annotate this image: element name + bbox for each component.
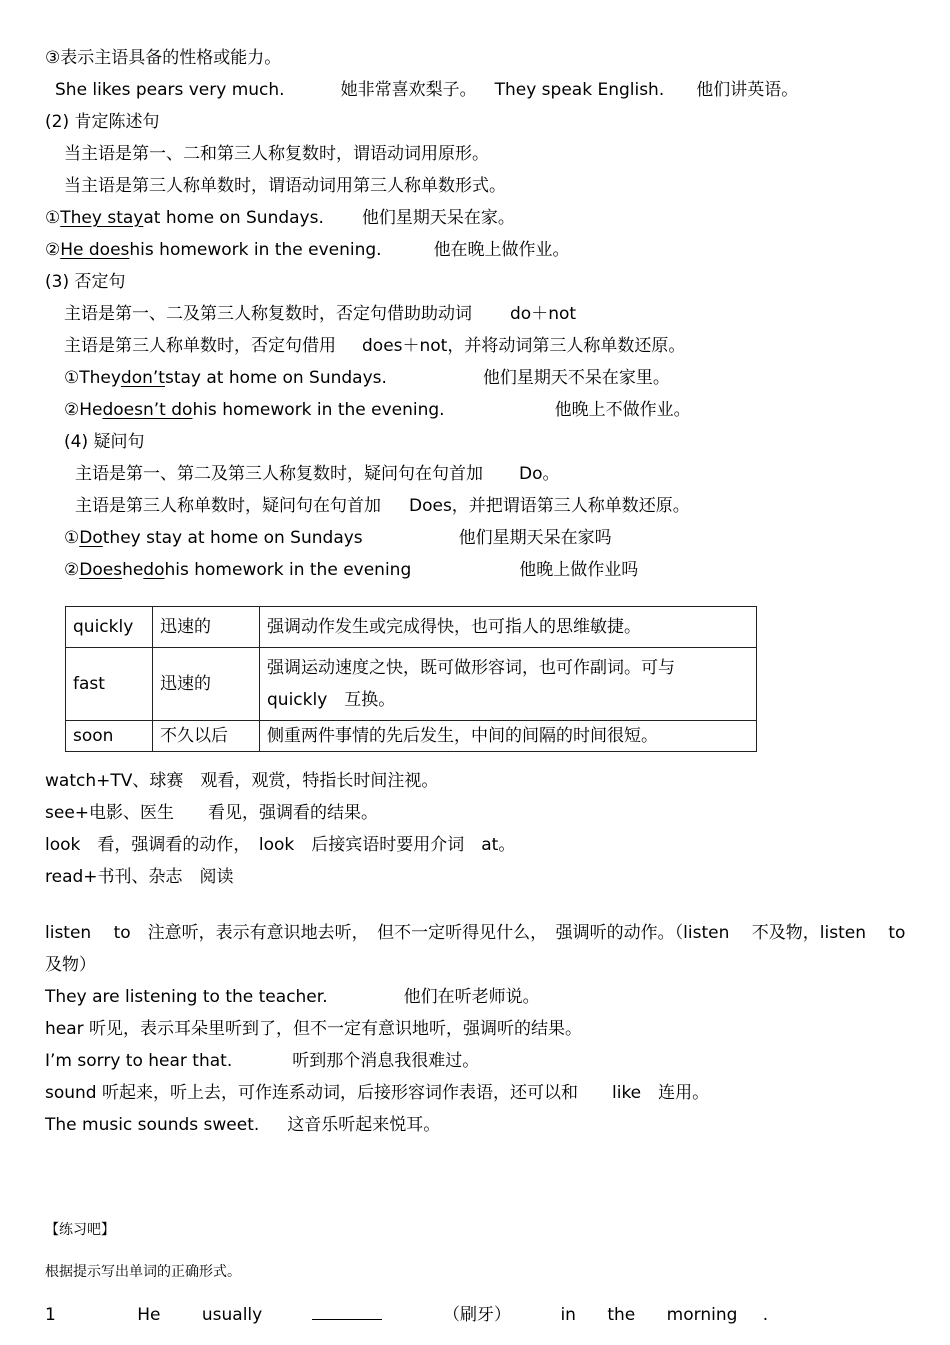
example-sentence: ①Theydon’tstay at home on Sundays. 他们星期天不呆在家里。 xyxy=(64,368,670,388)
text-line: watch+TV、球赛 观看，观赏，特指长时间注视。 xyxy=(45,771,439,791)
text-line: 主语是第一、二及第三人称复数时，否定句借助助动词 do＋not xyxy=(64,304,577,324)
section-heading: (3) 否定句 xyxy=(45,272,126,292)
text-line: She likes pears very much. 她非常喜欢梨子。 They speak English. 他们讲英语。 xyxy=(55,80,799,100)
section-heading: (4) 疑问句 xyxy=(64,432,145,452)
comparison-table xyxy=(65,606,757,752)
example-sentence: ①They stayat home on Sundays. 他们星期天呆在家。 xyxy=(45,208,515,228)
text-line: sound 听起来，听上去，可作连系动词，后接形容词作表语，还可以和 like 连用。 xyxy=(45,1083,710,1103)
table-cell-meaning: 迅速的 xyxy=(153,648,260,721)
text-line: 主语是第一、第二及第三人称复数时，疑问句在句首加 Do。 xyxy=(75,464,560,484)
section-heading: (2) 肯定陈述句 xyxy=(45,112,160,132)
example-sentence: ①Dothey stay at home on Sundays 他们星期天呆在家吗 xyxy=(64,528,612,548)
table-cell-word: fast xyxy=(66,648,153,721)
exercise-title: 【练习吧】 xyxy=(45,1222,115,1238)
text-line: 及物） xyxy=(45,955,96,975)
text-line: read+书刊、杂志 阅读 xyxy=(45,867,234,887)
text-line: hear 听见，表示耳朵里听到了，但不一定有意识地听，强调听的结果。 xyxy=(45,1019,583,1039)
text-line: 当主语是第一、二和第三人称复数时，谓语动词用原形。 xyxy=(64,144,489,164)
exercise-item: 1 He usually （刷牙） in the morning . xyxy=(45,1305,769,1325)
table-cell-word: quickly xyxy=(66,607,153,648)
note-line: quickly 互换。 xyxy=(267,690,396,710)
text-line: 当主语是第三人称单数时，谓语动词用第三人称单数形式。 xyxy=(64,176,506,196)
table-cell-note: 强调动作发生或完成得快，也可指人的思维敏捷。 xyxy=(260,607,757,648)
example-sentence: They are listening to the teacher. 他们在听老师说。 xyxy=(45,987,540,1007)
table-cell-note: 侧重两件事情的先后发生，中间的间隔的时间很短。 xyxy=(260,721,757,752)
example-sentence: The music sounds sweet. 这音乐听起来悦耳。 xyxy=(45,1115,441,1135)
table-cell-note xyxy=(260,648,757,721)
example-sentence: I’m sorry to hear that. 听到那个消息我很难过。 xyxy=(45,1051,480,1071)
text-line: look 看，强调看的动作， look 后接宾语时要用介词 at。 xyxy=(45,835,516,855)
table-row xyxy=(66,607,757,648)
table-cell-meaning: 不久以后 xyxy=(153,721,260,752)
example-sentence: ②Hedoesn’t dohis homework in the evening. 他晚上不做作业。 xyxy=(64,400,691,420)
table-row xyxy=(66,721,757,752)
text-line: 主语是第三人称单数时，疑问句在句首加 Does，并把谓语第三人称单数还原。 xyxy=(75,496,690,516)
note-line: 强调运动速度之快，既可做形容词，也可作副词。可与 xyxy=(267,658,675,678)
table-row xyxy=(66,648,757,721)
answer-blank[interactable] xyxy=(312,1303,382,1320)
text-line: listen to 注意听，表示有意识地去听， 但不一定听得见什么， 强调听的动作。（listen 不及物，listen to xyxy=(45,923,906,943)
text-line: 主语是第三人称单数时，否定句借用 does＋not，并将动词第三人称单数还原。 xyxy=(64,336,686,356)
example-sentence: ②Doeshedohis homework in the evening 他晚上做作业吗 xyxy=(64,560,639,580)
example-sentence: ②He doeshis homework in the evening. 他在晚上做作业。 xyxy=(45,240,570,260)
exercise-instruction: 根据提示写出单词的正确形式。 xyxy=(45,1264,241,1280)
table-cell-word: soon xyxy=(66,721,153,752)
exercise-number: 1 xyxy=(45,1305,56,1325)
table-cell-meaning: 迅速的 xyxy=(153,607,260,648)
text-line: see+电影、医生 看见，强调看的结果。 xyxy=(45,803,379,823)
text-line: ③表示主语具备的性格或能力。 xyxy=(45,48,282,68)
